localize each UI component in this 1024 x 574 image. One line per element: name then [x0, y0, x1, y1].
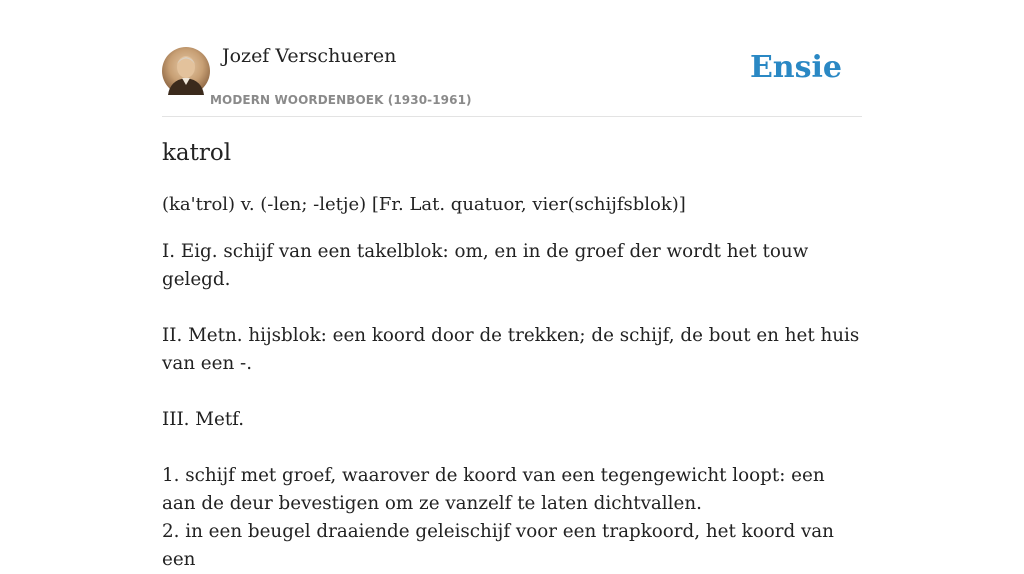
- ensie-logo[interactable]: Ensie: [749, 50, 842, 85]
- paragraph-gap: [162, 434, 862, 462]
- definition-sense-2: II. Metn. hijsblok: een koord door de trekken; de schijf, de bout en het huis van een -.: [162, 325, 860, 374]
- portrait-icon: [162, 47, 210, 95]
- definition-sub-1: 1. schijf met groef, waarover de koord van een tegengewicht loopt: een aan de deur bevestigen om ze vanzelf te laten dichtvallen.: [162, 465, 825, 514]
- entry-etymology: (ka'trol) v. (-len; -letje) [Fr. Lat. quatuor, vier(schijfsblok)]: [162, 194, 686, 215]
- paragraph-gap: [162, 378, 862, 406]
- definition-sub-2: 2. in een beugel draaiende geleischijf voor een trapkoord, het koord van een: [162, 521, 834, 570]
- paragraph-gap: [162, 294, 862, 322]
- entry-definitions: [162, 238, 862, 574]
- author-avatar[interactable]: [162, 47, 210, 95]
- definition-sense-3: III. Metf.: [162, 409, 245, 430]
- header: [162, 0, 862, 117]
- definition-sense-1: I. Eig. schijf van een takelblok: om, en in de groef der wordt het touw gelegd.: [162, 241, 809, 290]
- entry-title: katrol: [162, 140, 232, 166]
- author-name[interactable]: Jozef Verschueren: [222, 45, 397, 67]
- page: [162, 0, 862, 570]
- source-name[interactable]: MODERN WOORDENBOEK (1930-1961): [210, 93, 472, 107]
